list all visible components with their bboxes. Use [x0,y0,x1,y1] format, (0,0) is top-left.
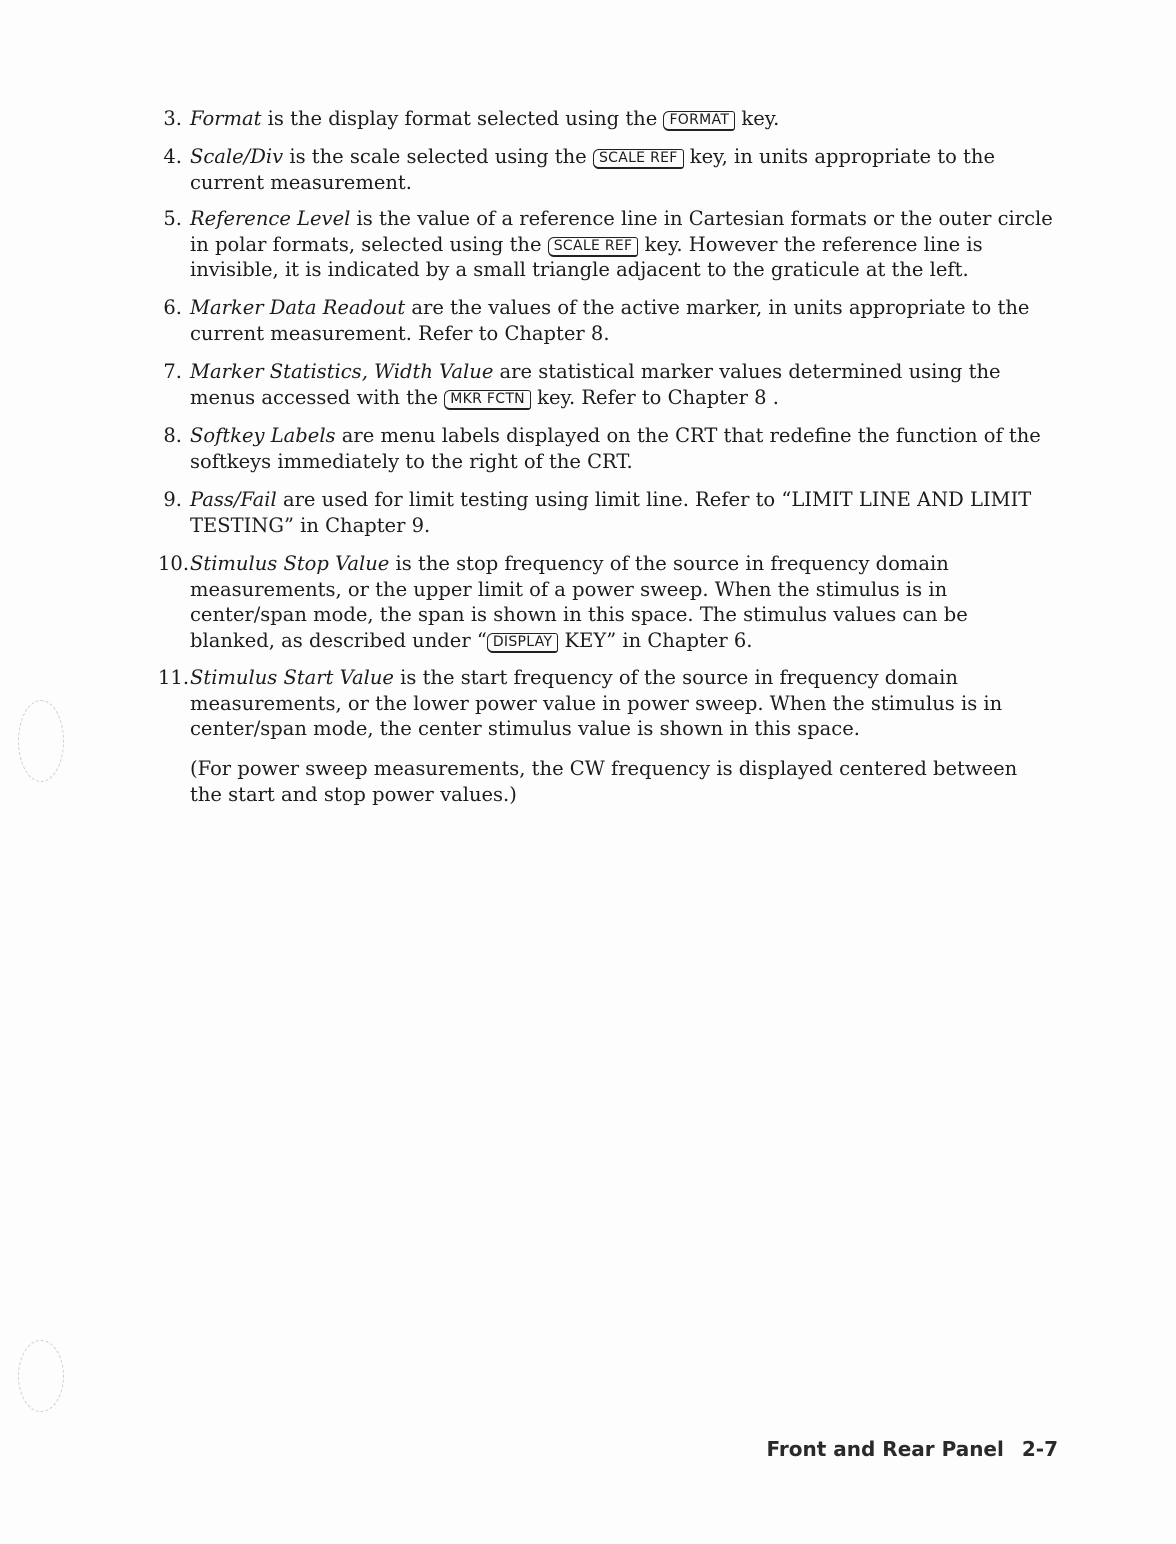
list-item: 9. Pass/Fail are used for limit testing using limit line. Refer to “LIMIT LINE AND LIMIT TESTING” in Chapter 9. [158,487,1058,538]
item-number: 5. [163,207,182,230]
item-number: 10. [158,552,190,575]
list-item: 5. Reference Level is the value of a reference line in Cartesian formats or the outer circle in polar formats, selected using the SCALE REF key. However the reference line is invisible, it is indicated by a small triangle adjacent to the graticule at the left. [158,206,1058,283]
item-number: 8. [163,424,182,447]
item-term: Format [190,107,262,130]
format-key: FORMAT [663,111,735,131]
list-item: 3. Format is the display format selected using the FORMAT key. [158,106,1058,132]
item-number: 3. [163,107,182,130]
scale-ref-key: SCALE REF [593,149,684,169]
item-number: 9. [163,488,182,511]
item-term: Stimulus Stop Value [190,552,390,575]
item-term: Pass/Fail [190,488,277,511]
item-term: Reference Level [190,207,351,230]
list-item: 10. Stimulus Stop Value is the stop frequency of the source in frequency domain measurements, or the upper limit of a power sweep. When the stimulus is in center/span mode, the span is shown in this space. The stimulus values can be blanked, as described under “ DISPLAY KEY” in Chapter 6. [158,552,968,653]
footer-section: Front and Rear Panel [766,1437,1004,1461]
mkr-fctn-key: MKR FCTN [444,390,531,410]
list-item: 4. Scale/Div is the scale selected using the SCALE REF key, in units appropriate to the current measurement. [158,144,1058,195]
item-number: 7. [163,360,182,383]
page-footer [767,1437,1058,1461]
power-sweep-note: (For power sweep measurements, the CW frequency is displayed centered between the start and stop power values.) [190,757,1018,806]
item-term: Scale/Div [190,145,284,168]
display-key: DISPLAY [487,633,559,653]
item-number: 11. [158,666,190,689]
punch-hole-mark [18,700,64,782]
list-item: 11. Stimulus Start Value is the start frequency of the source in frequency domain measurements, or the lower power value in power sweep. When the stimulus is in center/span mode, the center stimulus value is shown in this space. [158,666,1003,741]
item-number: 4. [163,145,182,168]
item-number: 6. [163,296,182,319]
list-item: 7. Marker Statistics, Width Value are statistical marker values determined using the menus accessed with the MKR FCTN key. Refer to Chapter 8 . [158,359,1058,410]
punch-hole-mark [18,1340,64,1412]
list-item: 8. Softkey Labels are menu labels displayed on the CRT that redefine the function of the softkeys immediately to the right of the CRT. [158,423,1058,474]
scale-ref-key: SCALE REF [548,237,639,257]
list-item: 6. Marker Data Readout are the values of the active marker, in units appropriate to the current measurement. Refer to Chapter 8. [158,295,1058,346]
item-term: Softkey Labels [190,424,336,447]
item-term: Marker Data Readout [190,296,406,319]
item-term: Marker Statistics, Width Value [190,360,494,383]
page-number: 2-7 [1021,1437,1058,1461]
item-term: Stimulus Start Value [190,666,394,689]
